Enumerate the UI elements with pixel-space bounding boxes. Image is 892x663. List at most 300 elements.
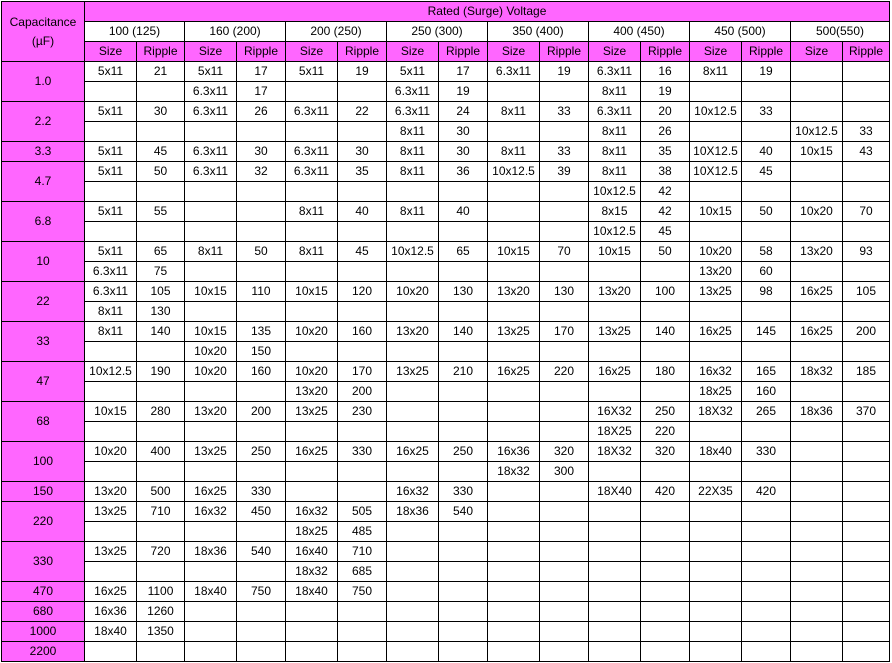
size-cell: 16x32 <box>286 502 338 522</box>
ripple-cell <box>237 562 286 582</box>
ripple-cell <box>540 382 589 402</box>
size-cell: 6.3x11 <box>286 162 338 182</box>
capacitance-value: 10 <box>2 242 85 282</box>
size-cell: 13x20 <box>488 282 540 302</box>
ripple-cell <box>641 262 690 282</box>
ripple-cell <box>641 622 690 642</box>
ripple-cell: 17 <box>237 82 286 102</box>
ripple-cell: 370 <box>843 402 890 422</box>
size-cell: 13x20 <box>791 242 843 262</box>
ripple-cell: 45 <box>742 162 791 182</box>
size-cell: 8x11 <box>286 202 338 222</box>
ripple-cell <box>641 382 690 402</box>
size-cell <box>690 342 742 362</box>
ripple-cell <box>237 302 286 322</box>
size-cell: 10x12.5 <box>690 102 742 122</box>
ripple-cell <box>338 642 387 662</box>
size-cell <box>85 522 137 542</box>
ripple-cell: 24 <box>439 102 488 122</box>
size-cell <box>488 602 540 622</box>
table-row <box>2 162 890 182</box>
size-cell: 13x20 <box>286 382 338 402</box>
ripple-cell <box>843 582 890 602</box>
ripple-cell <box>439 402 488 422</box>
size-cell: 16x25 <box>589 362 641 382</box>
size-cell <box>690 562 742 582</box>
size-cell <box>589 342 641 362</box>
size-cell <box>589 462 641 482</box>
table-row <box>2 322 890 342</box>
ripple-cell <box>742 182 791 202</box>
table-row <box>2 262 890 282</box>
table-row <box>2 342 890 362</box>
ripple-cell: 160 <box>237 362 286 382</box>
size-cell <box>286 82 338 102</box>
size-cell <box>589 602 641 622</box>
size-cell <box>488 522 540 542</box>
size-cell <box>791 302 843 322</box>
ripple-cell: 1350 <box>137 622 185 642</box>
ripple-cell <box>439 602 488 622</box>
size-cell <box>185 562 237 582</box>
ripple-cell <box>439 302 488 322</box>
size-cell <box>286 482 338 502</box>
size-cell <box>690 542 742 562</box>
voltage-header: 400 (450) <box>589 22 690 42</box>
size-cell <box>387 462 439 482</box>
size-cell: 10x20 <box>791 202 843 222</box>
ripple-cell: 750 <box>237 582 286 602</box>
size-cell <box>387 542 439 562</box>
ripple-cell <box>540 502 589 522</box>
ripple-cell: 19 <box>338 62 387 82</box>
ripple-cell: 400 <box>137 442 185 462</box>
size-cell <box>387 562 439 582</box>
ripple-cell: 200 <box>843 322 890 342</box>
table-row <box>2 142 890 162</box>
ripple-cell: 40 <box>742 142 791 162</box>
ripple-cell: 40 <box>439 202 488 222</box>
ripple-cell <box>742 222 791 242</box>
ripple-cell <box>843 422 890 442</box>
ripple-cell <box>540 482 589 502</box>
ripple-cell: 250 <box>641 402 690 422</box>
size-cell <box>488 482 540 502</box>
size-column-header: Size <box>589 42 641 62</box>
size-cell: 13x25 <box>690 282 742 302</box>
ripple-cell <box>540 222 589 242</box>
size-column-header: Size <box>185 42 237 62</box>
table-row <box>2 402 890 422</box>
capacitance-value: 22 <box>2 282 85 322</box>
ripple-cell: 505 <box>338 502 387 522</box>
size-cell: 10x15 <box>690 202 742 222</box>
ripple-cell <box>237 222 286 242</box>
ripple-cell <box>439 182 488 202</box>
size-cell <box>387 302 439 322</box>
ripple-cell <box>237 202 286 222</box>
size-cell: 10x15 <box>589 242 641 262</box>
ripple-cell: 450 <box>237 502 286 522</box>
ripple-cell: 200 <box>237 402 286 422</box>
capacitance-value: 6.8 <box>2 202 85 242</box>
ripple-cell <box>540 622 589 642</box>
ripple-cell: 17 <box>237 62 286 82</box>
size-cell: 13x25 <box>85 542 137 562</box>
ripple-cell <box>237 182 286 202</box>
ripple-cell <box>843 482 890 502</box>
ripple-cell: 710 <box>137 502 185 522</box>
ripple-cell: 170 <box>338 362 387 382</box>
ripple-cell: 330 <box>439 482 488 502</box>
size-cell: 13x25 <box>589 322 641 342</box>
size-cell: 13x20 <box>387 322 439 342</box>
table-row <box>2 442 890 462</box>
ripple-cell: 26 <box>237 102 286 122</box>
capacitance-value: 2.2 <box>2 102 85 142</box>
ripple-cell <box>338 222 387 242</box>
size-cell: 16x40 <box>286 542 338 562</box>
ripple-cell <box>742 542 791 562</box>
ripple-cell <box>742 622 791 642</box>
size-cell <box>791 182 843 202</box>
size-column-header: Size <box>286 42 338 62</box>
size-cell: 5x11 <box>85 162 137 182</box>
size-cell <box>690 302 742 322</box>
size-cell: 18x40 <box>690 442 742 462</box>
table-row <box>2 502 890 522</box>
size-cell: 10x12.5 <box>589 222 641 242</box>
size-cell <box>488 262 540 282</box>
size-cell <box>387 582 439 602</box>
ripple-cell: 45 <box>137 142 185 162</box>
ripple-cell <box>641 582 690 602</box>
capacitance-value: 100 <box>2 442 85 482</box>
size-cell: 8x11 <box>185 242 237 262</box>
size-cell: 16x32 <box>690 362 742 382</box>
size-cell <box>85 342 137 362</box>
ripple-cell: 75 <box>137 262 185 282</box>
ripple-cell <box>742 82 791 102</box>
size-cell: 13x25 <box>488 322 540 342</box>
capacitance-value: 680 <box>2 602 85 622</box>
ripple-cell <box>742 562 791 582</box>
size-cell: 5x11 <box>85 62 137 82</box>
ripple-cell <box>540 642 589 662</box>
ripple-cell <box>742 122 791 142</box>
capacitance-value: 2200 <box>2 642 85 662</box>
ripple-cell: 39 <box>540 162 589 182</box>
ripple-cell: 250 <box>439 442 488 462</box>
capacitance-value: 220 <box>2 502 85 542</box>
size-cell: 13x20 <box>185 402 237 422</box>
ripple-cell <box>742 522 791 542</box>
ripple-cell <box>237 622 286 642</box>
size-cell <box>690 602 742 622</box>
ripple-cell <box>540 402 589 422</box>
table-row <box>2 562 890 582</box>
ripple-cell <box>540 82 589 102</box>
size-cell: 16x32 <box>387 482 439 502</box>
size-cell <box>690 82 742 102</box>
size-cell <box>286 222 338 242</box>
ripple-column-header: Ripple <box>137 42 185 62</box>
ripple-cell <box>843 522 890 542</box>
ripple-cell: 30 <box>338 142 387 162</box>
size-cell <box>85 122 137 142</box>
ripple-cell: 750 <box>338 582 387 602</box>
size-cell: 18x36 <box>791 402 843 422</box>
ripple-cell <box>641 642 690 662</box>
ripple-cell <box>641 562 690 582</box>
size-cell <box>488 182 540 202</box>
ripple-cell: 120 <box>338 282 387 302</box>
size-cell <box>690 222 742 242</box>
size-cell: 6.3x11 <box>488 62 540 82</box>
ripple-cell: 1260 <box>137 602 185 622</box>
ripple-column-header: Ripple <box>742 42 791 62</box>
table-row <box>2 382 890 402</box>
size-cell: 6.3x11 <box>85 262 137 282</box>
ripple-cell <box>338 182 387 202</box>
ripple-cell: 540 <box>237 542 286 562</box>
ripple-cell <box>843 642 890 662</box>
ripple-cell: 33 <box>540 142 589 162</box>
size-cell <box>286 122 338 142</box>
size-cell: 8x11 <box>85 302 137 322</box>
size-cell <box>185 602 237 622</box>
size-cell: 10X12.5 <box>690 142 742 162</box>
ripple-cell <box>237 462 286 482</box>
capacitance-value: 4.7 <box>2 162 85 202</box>
ripple-cell: 710 <box>338 542 387 562</box>
size-cell <box>488 342 540 362</box>
size-cell <box>589 262 641 282</box>
size-cell: 6.3x11 <box>589 62 641 82</box>
size-cell <box>286 342 338 362</box>
ripple-cell <box>843 462 890 482</box>
size-cell <box>791 622 843 642</box>
ripple-cell <box>843 542 890 562</box>
size-cell <box>387 222 439 242</box>
ripple-cell <box>641 462 690 482</box>
size-cell: 18x40 <box>286 582 338 602</box>
ripple-cell <box>540 542 589 562</box>
voltage-header: 500(550) <box>791 22 890 42</box>
size-cell: 8x11 <box>589 122 641 142</box>
ripple-cell: 485 <box>338 522 387 542</box>
ripple-cell <box>338 302 387 322</box>
size-cell: 8x11 <box>589 82 641 102</box>
ripple-cell <box>540 522 589 542</box>
ripple-cell <box>540 562 589 582</box>
size-cell <box>286 622 338 642</box>
size-cell <box>690 622 742 642</box>
size-cell: 16x36 <box>488 442 540 462</box>
size-cell: 8x11 <box>286 242 338 262</box>
ripple-cell <box>237 602 286 622</box>
size-cell <box>791 382 843 402</box>
size-cell <box>387 382 439 402</box>
size-cell <box>791 462 843 482</box>
ripple-cell <box>641 502 690 522</box>
size-cell: 16x25 <box>488 362 540 382</box>
table-row <box>2 62 890 82</box>
size-cell <box>286 302 338 322</box>
ripple-cell <box>439 422 488 442</box>
size-cell <box>791 442 843 462</box>
ripple-cell <box>137 382 185 402</box>
size-cell: 16x25 <box>185 482 237 502</box>
size-cell: 16X32 <box>589 402 641 422</box>
size-cell <box>387 622 439 642</box>
ripple-cell: 16 <box>641 62 690 82</box>
ripple-cell: 45 <box>338 242 387 262</box>
size-cell: 16x25 <box>85 582 137 602</box>
ripple-cell: 160 <box>338 322 387 342</box>
size-cell: 6.3x11 <box>286 102 338 122</box>
size-cell: 18x40 <box>85 622 137 642</box>
ripple-column-header: Ripple <box>237 42 286 62</box>
size-cell: 8x11 <box>387 202 439 222</box>
ripple-cell <box>742 422 791 442</box>
ripple-cell <box>742 462 791 482</box>
ripple-cell: 140 <box>641 322 690 342</box>
size-cell <box>286 422 338 442</box>
ripple-cell: 50 <box>641 242 690 262</box>
ripple-cell: 55 <box>137 202 185 222</box>
size-cell: 13x20 <box>589 282 641 302</box>
ripple-column-header: Ripple <box>439 42 488 62</box>
size-cell: 10x20 <box>185 342 237 362</box>
ripple-cell: 32 <box>237 162 286 182</box>
ripple-cell <box>137 522 185 542</box>
ripple-cell: 185 <box>843 362 890 382</box>
size-cell: 18x36 <box>185 542 237 562</box>
size-cell: 16x36 <box>85 602 137 622</box>
ripple-cell <box>439 562 488 582</box>
ripple-cell <box>540 122 589 142</box>
ripple-cell: 180 <box>641 362 690 382</box>
size-cell: 18X32 <box>589 442 641 462</box>
size-cell: 13x25 <box>286 402 338 422</box>
ripple-cell <box>843 622 890 642</box>
table-row <box>2 522 890 542</box>
size-cell <box>791 522 843 542</box>
ripple-cell: 19 <box>641 82 690 102</box>
size-cell <box>791 642 843 662</box>
size-cell <box>791 222 843 242</box>
ripple-cell <box>843 222 890 242</box>
ripple-cell <box>338 422 387 442</box>
size-cell: 18x32 <box>488 462 540 482</box>
ripple-cell <box>843 62 890 82</box>
size-cell <box>690 642 742 662</box>
size-cell <box>488 582 540 602</box>
size-cell: 8x11 <box>387 122 439 142</box>
ripple-column-header: Ripple <box>641 42 690 62</box>
size-cell: 22X35 <box>690 482 742 502</box>
size-cell <box>387 402 439 422</box>
size-cell: 10x15 <box>85 402 137 422</box>
capacitance-value: 3.3 <box>2 142 85 162</box>
size-cell <box>791 562 843 582</box>
ripple-cell <box>843 182 890 202</box>
size-cell: 10x12.5 <box>387 242 439 262</box>
size-cell <box>791 342 843 362</box>
ripple-cell <box>237 262 286 282</box>
size-cell: 10x12.5 <box>85 362 137 382</box>
table-body <box>2 62 890 662</box>
ripple-cell: 420 <box>742 482 791 502</box>
ripple-cell <box>338 622 387 642</box>
size-cell: 10x15 <box>185 282 237 302</box>
size-cell: 18x40 <box>185 582 237 602</box>
ripple-cell <box>137 642 185 662</box>
size-cell: 18X25 <box>589 422 641 442</box>
ripple-cell: 33 <box>843 122 890 142</box>
ripple-cell <box>843 502 890 522</box>
size-cell: 18x32 <box>791 362 843 382</box>
ripple-cell <box>137 462 185 482</box>
ripple-cell <box>137 222 185 242</box>
size-cell: 18x25 <box>286 522 338 542</box>
ripple-cell: 130 <box>540 282 589 302</box>
voltage-row <box>2 22 890 42</box>
ripple-cell <box>439 262 488 282</box>
size-cell <box>690 182 742 202</box>
ripple-cell <box>843 102 890 122</box>
size-cell: 8x11 <box>387 162 439 182</box>
size-cell: 10x12.5 <box>791 122 843 142</box>
table-row <box>2 642 890 662</box>
size-cell: 5x11 <box>85 102 137 122</box>
size-cell: 16x32 <box>185 502 237 522</box>
ripple-cell <box>237 382 286 402</box>
size-cell: 8x15 <box>589 202 641 222</box>
ripple-cell <box>237 422 286 442</box>
ripple-cell: 500 <box>137 482 185 502</box>
size-column-header: Size <box>488 42 540 62</box>
ripple-cell <box>439 622 488 642</box>
ripple-cell <box>641 542 690 562</box>
size-cell <box>488 542 540 562</box>
size-cell <box>589 622 641 642</box>
ripple-cell: 330 <box>237 482 286 502</box>
table-row <box>2 122 890 142</box>
size-cell <box>387 182 439 202</box>
ripple-cell: 43 <box>843 142 890 162</box>
ripple-cell: 140 <box>439 322 488 342</box>
ripple-cell <box>843 262 890 282</box>
size-cell <box>387 422 439 442</box>
size-cell <box>488 562 540 582</box>
size-cell <box>185 202 237 222</box>
size-cell <box>185 382 237 402</box>
ripple-cell: 150 <box>237 342 286 362</box>
size-cell: 6.3x11 <box>286 142 338 162</box>
size-cell: 16x25 <box>286 442 338 462</box>
ripple-cell: 93 <box>843 242 890 262</box>
ripple-cell: 330 <box>742 442 791 462</box>
capacitor-spec-table <box>1 1 890 662</box>
size-cell: 8x11 <box>85 322 137 342</box>
size-cell <box>690 462 742 482</box>
size-cell <box>185 642 237 662</box>
size-cell: 6.3x11 <box>387 82 439 102</box>
ripple-cell: 220 <box>641 422 690 442</box>
capacitance-value: 33 <box>2 322 85 362</box>
